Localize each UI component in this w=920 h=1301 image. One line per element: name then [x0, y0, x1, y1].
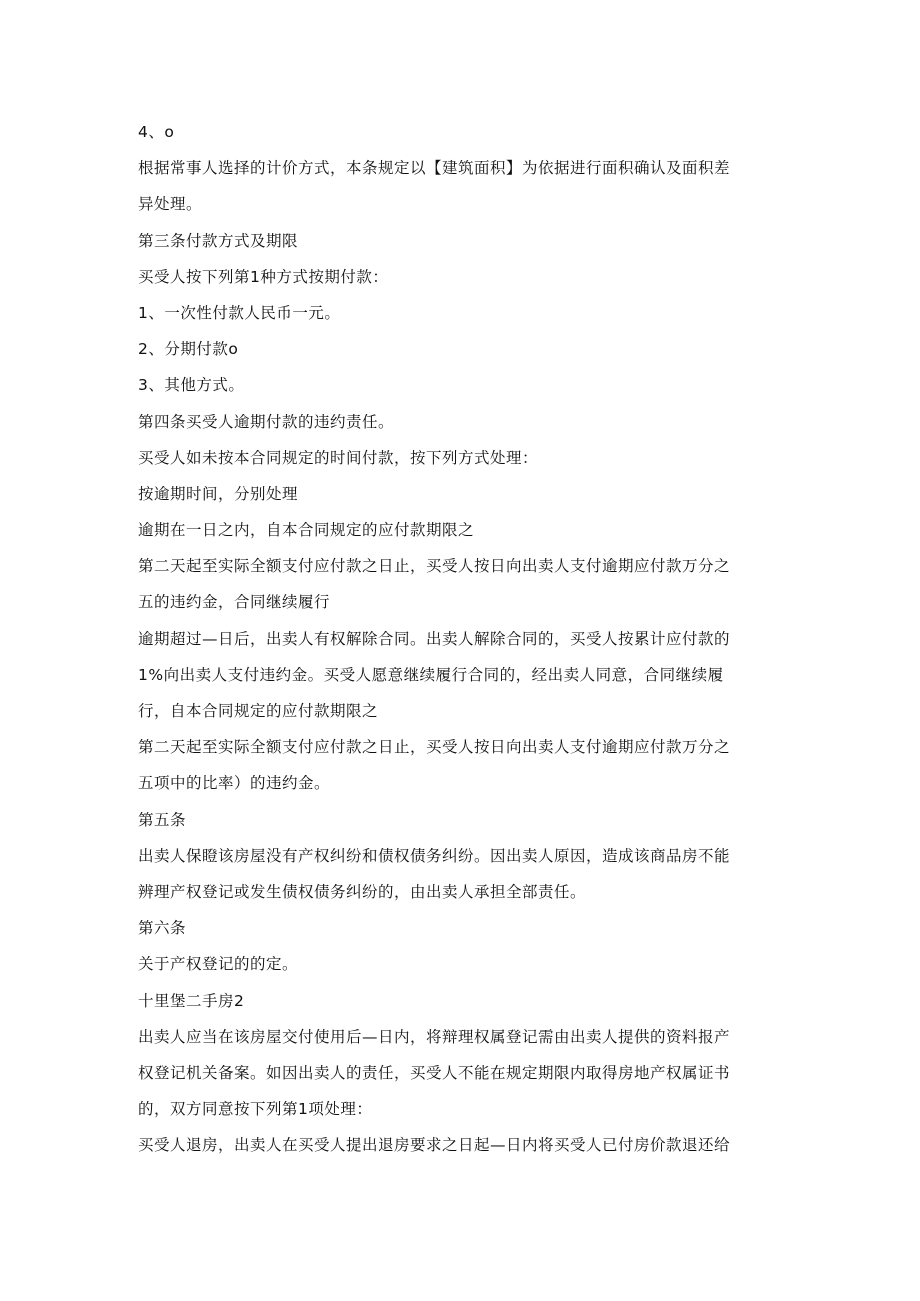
text-line: 1%向出卖人支付违约金。买受人愿意继续履行合同的，经出卖人同意，合同继续履 [138, 665, 724, 684]
list-item: 1、一次性付款人民币一元。 [138, 303, 341, 322]
document-body [138, 114, 778, 1163]
text-line: 的，双方同意按下列第1项处理： [138, 1100, 373, 1119]
text-line: 五项中的比率）的违约金。 [138, 774, 331, 793]
text-line: 买受人退房，出卖人在买受人提出退房要求之日起—日内将买受人已付房价款退还给 [138, 1136, 731, 1155]
text-line: 按逾期时间，分别处理 [138, 484, 299, 503]
text-line: 第二天起至实际全额支付应付款之日止，买受人按日向出卖人支付逾期应付款万分之 [138, 738, 731, 757]
text-line: 辨理产权登记或发生债权债务纠纷的，由出卖人承担全部责任。 [138, 882, 587, 901]
text-line: 五的违约金，合同继续履行 [138, 593, 331, 612]
text-line: 行，自本合同规定的应付款期限之 [138, 702, 379, 720]
section-heading: 第五条 [138, 810, 187, 829]
text-line: 关于产权登记的的定。 [138, 955, 299, 974]
section-heading: 第四条买受人逾期付款的违约责任。 [138, 412, 395, 431]
list-item: 2、分期付款o [138, 340, 239, 359]
text-line: 逾期超过—日后，出卖人有权解除合同。出卖人解除合同的，买受人按累计应付款的 [138, 629, 731, 648]
text-line: 买受人如未按本合同规定的时间付款，按下列方式处理： [138, 448, 539, 467]
section-heading: 第三条付款方式及期限 [138, 231, 299, 250]
text-line: 出卖人应当在该房屋交付使用后—日内，将辩理权属登记需由出卖人提供的资料报产 [138, 1027, 731, 1046]
text-line: 第二天起至实际全额支付应付款之日止，买受人按日向出卖人支付逾期应付款万分之 [138, 557, 731, 576]
text-line: 买受人按下列第1种方式按期付款： [138, 267, 389, 286]
text-line: 逾期在一日之内，自本合同规定的应付款期限之 [138, 521, 475, 540]
text-line: 权登记机关备案。如因出卖人的责任，买受人不能在规定期限内取得房地产权属证书 [138, 1063, 731, 1082]
text-line: 4、o [138, 123, 175, 141]
list-item: 3、其他方式。 [138, 376, 245, 395]
text-line: 十里堡二手房2 [138, 991, 245, 1010]
section-heading: 第六条 [138, 919, 187, 938]
text-line: 根据常事人选择的计价方式，本条规定以【建筑面积】为依据进行面积确认及面积差 [138, 159, 731, 178]
text-line: 出卖人保瞪该房屋没有产权纠纷和债权债务纠纷。因出卖人原因，造成该商品房不能 [138, 846, 731, 865]
text-line: 异处理。 [138, 195, 203, 214]
